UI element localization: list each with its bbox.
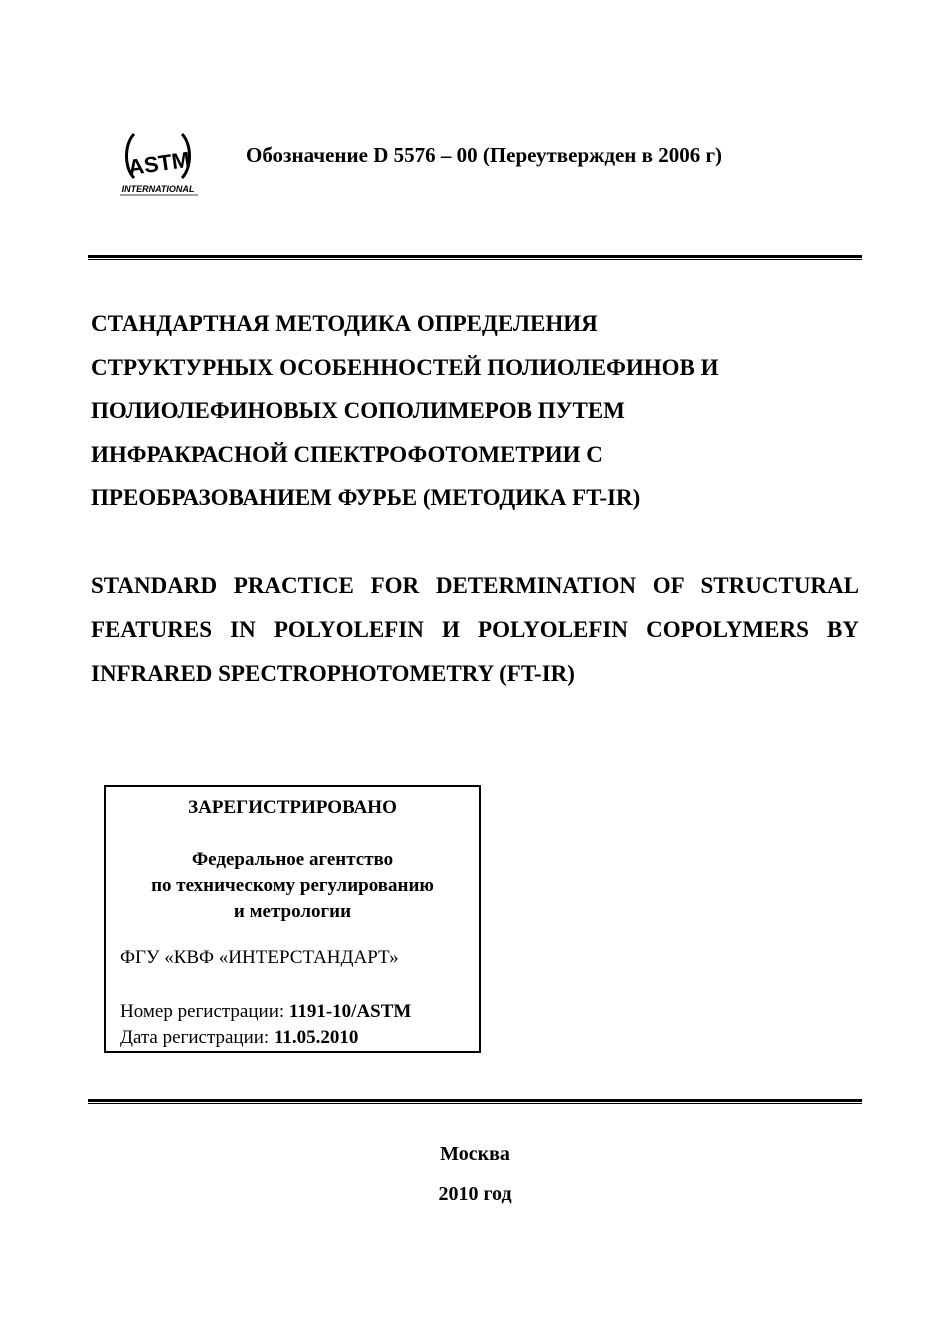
agency-line: по техническому регулированию	[151, 875, 434, 896]
registration-agency	[106, 847, 479, 925]
registration-number-value: 1191-10/ASTM	[288, 1001, 412, 1022]
title-ru-line: СТРУКТУРНЫХ ОСОБЕННОСТЕЙ ПОЛИОЛЕФИНОВ И	[91, 354, 719, 380]
footer-year: 2010 год	[438, 1183, 512, 1205]
logo-text-top: ASTM	[126, 146, 192, 181]
top-divider	[88, 255, 862, 261]
title-english: STANDARD PRACTICE FOR DETERMINATION OF STRUCTURAL FEATURES IN POLYOLEFIN И POLYOLEFIN COPOLYMERS BY INFRARED SPECTROPHOTOMETRY (FT-IR)	[91, 573, 859, 686]
document-designation: Обозначение D 5576 – 00 (Переутвержден в 2006 г)	[246, 143, 723, 167]
footer-city: Москва	[440, 1143, 510, 1165]
registration-details	[120, 999, 411, 1051]
agency-line: Федеральное агентство	[191, 849, 394, 870]
title-ru-line: ПРЕОБРАЗОВАНИЕМ ФУРЬЕ (МЕТОДИКА FT-IR)	[91, 485, 641, 510]
registration-box	[104, 785, 481, 1053]
registration-date-value: 11.05.2010	[273, 1027, 359, 1048]
registration-date	[120, 1025, 411, 1051]
astm-logo	[112, 126, 204, 198]
logo-text-bottom: INTERNATIONAL	[121, 184, 195, 194]
registration-title: ЗАРЕГИСТРИРОВАНО	[188, 797, 397, 818]
title-ru-line: СТАНДАРТНАЯ МЕТОДИКА ОПРЕДЕЛЕНИЯ	[91, 311, 598, 336]
bottom-divider	[88, 1099, 862, 1105]
title-russian	[91, 302, 831, 520]
registration-date-label: Дата регистрации:	[120, 1027, 274, 1048]
registration-org: ФГУ «КВФ «ИНТЕРСТАНДАРТ»	[120, 947, 399, 968]
title-ru-line: ИНФРАКРАСНОЙ СПЕКТРОФОТОМЕТРИИ С	[91, 441, 603, 467]
agency-line: и метрологии	[233, 901, 352, 922]
registration-number-label: Номер регистрации:	[120, 1001, 289, 1022]
registration-number	[120, 999, 411, 1025]
title-ru-line: ПОЛИОЛЕФИНОВЫХ СОПОЛИМЕРОВ ПУТЕМ	[91, 398, 625, 423]
